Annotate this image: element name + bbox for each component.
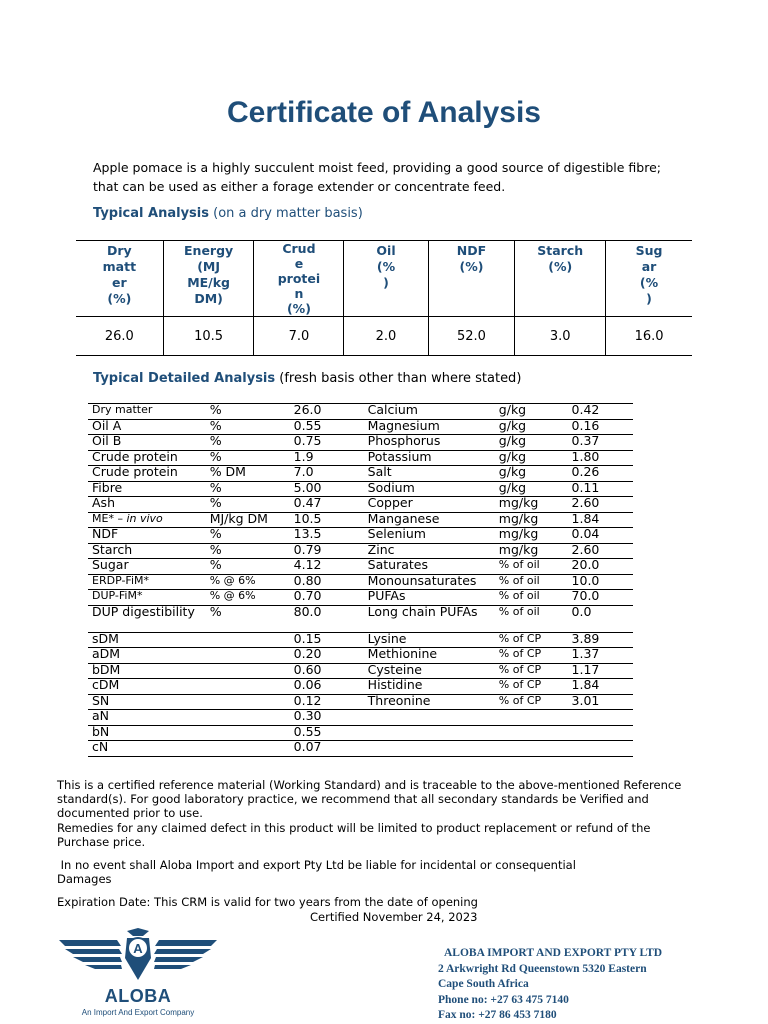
analyte-name: bDM bbox=[88, 663, 206, 679]
detailed-row bbox=[88, 497, 633, 513]
value-sugar: 16.0 bbox=[606, 317, 692, 356]
analyte-unit: % bbox=[206, 497, 290, 513]
mineral-unit: g/kg bbox=[495, 450, 568, 466]
analyte-name: DUP-FiM* bbox=[88, 590, 206, 606]
analyte-unit: % DM bbox=[206, 466, 290, 482]
analyte-name: Ash bbox=[88, 497, 206, 513]
header-line: ME/kg bbox=[187, 275, 230, 290]
logo-tagline: An Import And Export Company bbox=[81, 1008, 195, 1017]
typical-analysis-table bbox=[76, 240, 692, 356]
analyte-value: 0.79 bbox=[290, 543, 364, 559]
header-sugar bbox=[606, 241, 692, 317]
mineral-value: 3.89 bbox=[568, 632, 633, 648]
header-line: (% bbox=[376, 259, 396, 274]
mineral-unit: mg/kg bbox=[495, 497, 568, 513]
value-dry-matter: 26.0 bbox=[76, 317, 163, 356]
note-expiration: Expiration Date: This CRM is valid for two years from the date of opening bbox=[57, 895, 478, 910]
analyte-name: sDM bbox=[88, 632, 206, 648]
analyte-name: Oil A bbox=[88, 419, 206, 435]
analyte-value: 0.12 bbox=[290, 694, 364, 710]
detailed-row bbox=[88, 710, 633, 726]
mineral-name: PUFAs bbox=[364, 590, 495, 606]
mineral-name: Monounsaturates bbox=[364, 574, 495, 590]
mineral-name: Histidine bbox=[364, 679, 495, 695]
analyte-value: 0.70 bbox=[290, 590, 364, 606]
analyte-unit: % bbox=[206, 543, 290, 559]
analyte-unit bbox=[206, 663, 290, 679]
analyte-value: 0.47 bbox=[290, 497, 364, 513]
header-line: (%) bbox=[107, 291, 132, 306]
mineral-value bbox=[568, 741, 633, 757]
intro-line: that can be used as either a forage extender or concentrate feed. bbox=[93, 179, 506, 194]
mineral-unit: g/kg bbox=[495, 481, 568, 497]
detailed-row bbox=[88, 559, 633, 575]
mineral-value: 0.37 bbox=[568, 435, 633, 451]
mineral-unit bbox=[495, 710, 568, 726]
mineral-name: Cysteine bbox=[364, 663, 495, 679]
header-dry-matter bbox=[76, 241, 163, 317]
analyte-unit: % bbox=[206, 559, 290, 575]
header-line: Crud bbox=[282, 241, 316, 256]
analyte-value: 0.06 bbox=[290, 679, 364, 695]
header-line: DM) bbox=[194, 291, 223, 306]
header-line: er bbox=[112, 275, 127, 290]
mineral-name: Potassium bbox=[364, 450, 495, 466]
analyte-name: Crude protein bbox=[88, 450, 206, 466]
analyte-name: Crude protein bbox=[88, 466, 206, 482]
detailed-row bbox=[88, 741, 633, 757]
mineral-name: Copper bbox=[364, 497, 495, 513]
mineral-value: 0.0 bbox=[568, 605, 633, 632]
mineral-value: 0.11 bbox=[568, 481, 633, 497]
company-name: ALOBA IMPORT AND EXPORT PTY LTD bbox=[444, 947, 663, 959]
intro-paragraph bbox=[93, 158, 693, 196]
mineral-value: 1.80 bbox=[568, 450, 633, 466]
mineral-value bbox=[568, 725, 633, 741]
analyte-value: 0.55 bbox=[290, 725, 364, 741]
mineral-value: 0.26 bbox=[568, 466, 633, 482]
mineral-value: 1.84 bbox=[568, 512, 633, 528]
value-oil: 2.0 bbox=[344, 317, 428, 356]
header-line: protei bbox=[277, 271, 321, 286]
analyte-name: ME* – in vivo bbox=[88, 512, 206, 528]
analyte-name: cDM bbox=[88, 679, 206, 695]
header-oil bbox=[344, 241, 428, 317]
header-line: ar bbox=[641, 259, 657, 274]
detailed-row bbox=[88, 404, 633, 420]
value-crude-protein: 7.0 bbox=[254, 317, 344, 356]
header-line: (MJ bbox=[197, 259, 220, 274]
page-title: Certificate of Analysis bbox=[227, 96, 541, 129]
mineral-unit: mg/kg bbox=[495, 543, 568, 559]
analyte-unit bbox=[206, 632, 290, 648]
analyte-unit bbox=[206, 679, 290, 695]
analyte-value: 13.5 bbox=[290, 528, 364, 544]
note-certified-material: This is a certified reference material (Working Standard) and is traceable to the above-mentioned Reference standard(s). For good laboratory practice, we recommend that all secondary standards be Verified and documented prior to use. bbox=[57, 778, 682, 821]
mineral-unit: % of CP bbox=[495, 679, 568, 695]
mineral-value: 1.84 bbox=[568, 679, 633, 695]
company-address-line-2: Cape South Africa bbox=[438, 978, 529, 990]
analyte-name: Sugar bbox=[88, 559, 206, 575]
mineral-value: 0.42 bbox=[568, 404, 633, 420]
mineral-name: Phosphorus bbox=[364, 435, 495, 451]
analyte-unit: % bbox=[206, 528, 290, 544]
detailed-row bbox=[88, 543, 633, 559]
analyte-name: cN bbox=[88, 741, 206, 757]
logo-letter: A bbox=[133, 941, 143, 956]
company-address-line-1: 2 Arkwright Rd Queenstown 5320 Eastern bbox=[438, 962, 647, 975]
typical-analysis-heading-rest: (on a dry matter basis) bbox=[208, 206, 363, 221]
analyte-value: 0.07 bbox=[290, 741, 364, 757]
value-energy: 10.5 bbox=[163, 317, 254, 356]
mineral-value: 1.17 bbox=[568, 663, 633, 679]
mineral-value: 2.60 bbox=[568, 497, 633, 513]
detailed-row bbox=[88, 694, 633, 710]
detailed-row bbox=[88, 419, 633, 435]
header-line: Starch bbox=[537, 243, 584, 258]
detailed-row bbox=[88, 466, 633, 482]
analyte-name: Oil B bbox=[88, 435, 206, 451]
note-certified-date: Certified November 24, 2023 bbox=[310, 909, 478, 924]
detailed-row bbox=[88, 648, 633, 664]
header-line: Oil bbox=[376, 243, 396, 258]
header-crude-protein bbox=[254, 241, 344, 317]
mineral-unit: % of oil bbox=[495, 605, 568, 632]
mineral-name: Manganese bbox=[364, 512, 495, 528]
mineral-name: Sodium bbox=[364, 481, 495, 497]
header-line: NDF bbox=[456, 243, 487, 258]
detailed-row bbox=[88, 481, 633, 497]
analyte-unit: % bbox=[206, 419, 290, 435]
value-ndf: 52.0 bbox=[428, 317, 515, 356]
mineral-name bbox=[364, 725, 495, 741]
mineral-name: Selenium bbox=[364, 528, 495, 544]
analyte-unit: MJ/kg DM bbox=[206, 512, 290, 528]
detailed-row bbox=[88, 663, 633, 679]
analyte-unit: % bbox=[206, 404, 290, 420]
detailed-analysis-heading bbox=[93, 371, 521, 386]
analyte-name: ERDP-FiM* bbox=[88, 574, 206, 590]
analyte-name: DUP digestibility bbox=[88, 605, 206, 632]
analyte-value: 80.0 bbox=[290, 605, 364, 632]
analyte-value: 4.12 bbox=[290, 559, 364, 575]
mineral-name: Zinc bbox=[364, 543, 495, 559]
header-line: Energy bbox=[184, 243, 234, 258]
analyte-name: aN bbox=[88, 710, 206, 726]
typical-analysis-heading bbox=[93, 206, 363, 221]
analyte-unit: % bbox=[206, 481, 290, 497]
header-line: e bbox=[294, 256, 304, 271]
mineral-unit: g/kg bbox=[495, 435, 568, 451]
certificate-notes bbox=[57, 778, 697, 924]
detailed-row bbox=[88, 435, 633, 451]
header-ndf bbox=[428, 241, 515, 317]
mineral-value: 3.01 bbox=[568, 694, 633, 710]
analyte-value: 0.15 bbox=[290, 632, 364, 648]
mineral-unit: % of CP bbox=[495, 648, 568, 664]
analyte-name: aDM bbox=[88, 648, 206, 664]
header-energy bbox=[163, 241, 254, 317]
analyte-value: 0.80 bbox=[290, 574, 364, 590]
detailed-row bbox=[88, 528, 633, 544]
note-liability: In no event shall Aloba Import and export Pty Ltd be liable for incidental or consequential Damages bbox=[57, 858, 580, 887]
mineral-name bbox=[364, 741, 495, 757]
header-line: n bbox=[294, 286, 304, 301]
analyte-unit bbox=[206, 710, 290, 726]
detailed-row bbox=[88, 679, 633, 695]
header-line: (%) bbox=[286, 301, 311, 316]
detailed-row bbox=[88, 632, 633, 648]
analyte-unit: % @ 6% bbox=[206, 590, 290, 606]
value-starch: 3.0 bbox=[515, 317, 606, 356]
analyte-unit bbox=[206, 694, 290, 710]
analyte-value: 0.55 bbox=[290, 419, 364, 435]
header-line: matt bbox=[102, 259, 137, 274]
header-line: (%) bbox=[548, 259, 573, 274]
note-remedies: Remedies for any claimed defect in this product will be limited to product replacement or refund of the Purchase price. bbox=[57, 820, 651, 849]
analyte-value: 0.75 bbox=[290, 435, 364, 451]
mineral-value: 2.60 bbox=[568, 543, 633, 559]
analyte-name: SN bbox=[88, 694, 206, 710]
analyte-unit bbox=[206, 741, 290, 757]
mineral-value bbox=[568, 710, 633, 726]
mineral-value: 0.16 bbox=[568, 419, 633, 435]
mineral-name bbox=[364, 710, 495, 726]
header-line: ) bbox=[646, 291, 652, 306]
detailed-analysis-heading-rest: (fresh basis other than where stated) bbox=[275, 371, 522, 386]
detailed-analysis-table bbox=[88, 403, 633, 757]
company-phone: Phone no: +27 63 475 7140 bbox=[438, 993, 569, 1006]
mineral-unit: g/kg bbox=[495, 419, 568, 435]
mineral-unit: mg/kg bbox=[495, 512, 568, 528]
mineral-value: 0.04 bbox=[568, 528, 633, 544]
typical-header-row bbox=[76, 241, 692, 317]
mineral-unit: % of oil bbox=[495, 574, 568, 590]
company-details bbox=[438, 946, 738, 1024]
analyte-value: 7.0 bbox=[290, 466, 364, 482]
analyte-value: 1.9 bbox=[290, 450, 364, 466]
detailed-row bbox=[88, 590, 633, 606]
detailed-row bbox=[88, 512, 633, 528]
mineral-unit: g/kg bbox=[495, 466, 568, 482]
header-line: (%) bbox=[459, 259, 484, 274]
mineral-value: 10.0 bbox=[568, 574, 633, 590]
analyte-unit bbox=[206, 648, 290, 664]
header-line: Sug bbox=[635, 243, 663, 258]
mineral-unit bbox=[495, 741, 568, 757]
mineral-unit: % of oil bbox=[495, 590, 568, 606]
mineral-value: 70.0 bbox=[568, 590, 633, 606]
mineral-value: 1.37 bbox=[568, 648, 633, 664]
mineral-unit: g/kg bbox=[495, 404, 568, 420]
analyte-name: NDF bbox=[88, 528, 206, 544]
mineral-unit: % of CP bbox=[495, 632, 568, 648]
mineral-unit bbox=[495, 725, 568, 741]
analyte-value: 26.0 bbox=[290, 404, 364, 420]
analyte-unit: % @ 6% bbox=[206, 574, 290, 590]
analyte-name: Starch bbox=[88, 543, 206, 559]
mineral-unit: mg/kg bbox=[495, 528, 568, 544]
intro-line: Apple pomace is a highly succulent moist feed, providing a good source of digestible fibre; bbox=[93, 160, 662, 175]
analyte-value: 10.5 bbox=[290, 512, 364, 528]
mineral-unit: % of CP bbox=[495, 663, 568, 679]
detailed-row bbox=[88, 574, 633, 590]
analyte-name: bN bbox=[88, 725, 206, 741]
analyte-value: 0.20 bbox=[290, 648, 364, 664]
analyte-unit: % bbox=[206, 450, 290, 466]
analyte-unit bbox=[206, 725, 290, 741]
detailed-analysis-heading-bold: Typical Detailed Analysis bbox=[93, 371, 276, 386]
mineral-name: Long chain PUFAs bbox=[364, 605, 495, 632]
header-line: ) bbox=[383, 275, 389, 290]
analyte-value: 5.00 bbox=[290, 481, 364, 497]
analyte-unit: % bbox=[206, 605, 290, 632]
mineral-value: 20.0 bbox=[568, 559, 633, 575]
mineral-name: Methionine bbox=[364, 648, 495, 664]
mineral-unit: % of oil bbox=[495, 559, 568, 575]
header-line: (% bbox=[639, 275, 659, 290]
mineral-name: Calcium bbox=[364, 404, 495, 420]
typical-values-row bbox=[76, 317, 692, 356]
mineral-name: Threonine bbox=[364, 694, 495, 710]
analyte-value: 0.30 bbox=[290, 710, 364, 726]
mineral-name: Lysine bbox=[364, 632, 495, 648]
mineral-name: Magnesium bbox=[364, 419, 495, 435]
detailed-row bbox=[88, 605, 633, 632]
typical-analysis-heading-bold: Typical Analysis bbox=[93, 206, 209, 221]
logo-wordmark: ALOBA bbox=[104, 986, 172, 1006]
detailed-row bbox=[88, 725, 633, 741]
header-starch bbox=[515, 241, 606, 317]
mineral-name: Saturates bbox=[364, 559, 495, 575]
mineral-name: Salt bbox=[364, 466, 495, 482]
company-fax: Fax no: +27 86 453 7180 bbox=[438, 1009, 557, 1021]
analyte-name: Fibre bbox=[88, 481, 206, 497]
analyte-name: Dry matter bbox=[88, 404, 206, 420]
mineral-unit: % of CP bbox=[495, 694, 568, 710]
analyte-unit: % bbox=[206, 435, 290, 451]
analyte-value: 0.60 bbox=[290, 663, 364, 679]
header-line: Dry bbox=[107, 243, 132, 258]
